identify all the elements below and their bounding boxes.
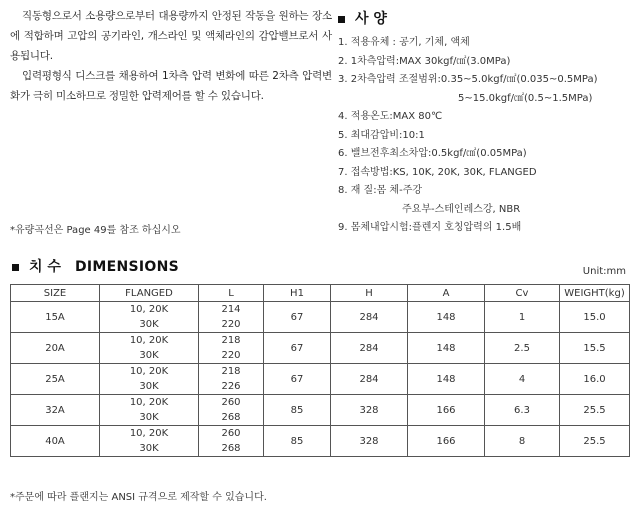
table-cell: 214	[199, 302, 264, 318]
table-row	[11, 395, 630, 411]
table-cell: 4	[485, 364, 560, 395]
spec-line: 7. 접속방법:KS, 10K, 20K, 30K, FLANGED	[338, 166, 537, 178]
table-cell: 260	[199, 426, 264, 442]
table-cell: 226	[199, 379, 264, 395]
flow-curve-note: *유량곡선은 Page 49를 참조 하십시오	[10, 225, 181, 236]
specs-title: 사 양	[355, 11, 387, 27]
spec-line: 2. 1차측압력:MAX 30kgf/㎠(3.0MPa)	[338, 55, 511, 67]
table-cell: 85	[264, 395, 331, 426]
table-cell: 268	[199, 410, 264, 426]
dimensions-table	[10, 284, 630, 457]
table-cell: 284	[331, 302, 408, 333]
table-cell: 218	[199, 364, 264, 380]
spec-line: 1. 적용유체 : 공기, 기체, 액체	[338, 37, 470, 48]
spec-line: 9. 몸체내압시험:플렌지 호칭압력의 1.5배	[338, 222, 522, 233]
spec-line: 5~15.0kgf/㎠(0.5~1.5MPa)	[458, 92, 593, 104]
intro-text	[10, 6, 332, 106]
table-cell: 148	[408, 333, 485, 364]
table-cell: 15A	[11, 302, 100, 333]
table-cell: 166	[408, 426, 485, 457]
table-cell: 30K	[100, 379, 199, 395]
col-weight: WEIGHT(kg)	[560, 285, 630, 302]
spec-line: 8. 재 질:몸 체-주강	[338, 185, 423, 196]
unit-label: Unit:mm	[582, 266, 626, 277]
table-cell: 16.0	[560, 364, 630, 395]
table-cell: 10, 20K	[100, 302, 199, 318]
table-cell: 30K	[100, 410, 199, 426]
table-cell: 30K	[100, 348, 199, 364]
specs-section	[338, 8, 636, 238]
table-cell: 1	[485, 302, 560, 333]
table-cell: 260	[199, 395, 264, 411]
specs-heading	[338, 8, 636, 28]
table-row	[11, 426, 630, 442]
table-cell: 15.5	[560, 333, 630, 364]
dimensions-heading	[12, 256, 179, 276]
table-cell: 30K	[100, 317, 199, 333]
table-cell: 328	[331, 426, 408, 457]
table-cell: 30K	[100, 441, 199, 457]
col-flanged: FLANGED	[100, 285, 199, 302]
table-cell: 10, 20K	[100, 426, 199, 442]
spec-line: 4. 적용온도:MAX 80℃	[338, 111, 443, 122]
table-cell: 25.5	[560, 426, 630, 457]
table-cell: 10, 20K	[100, 333, 199, 349]
dimensions-title: 치 수	[29, 259, 61, 275]
table-cell: 166	[408, 395, 485, 426]
table-cell: 67	[264, 364, 331, 395]
col-cv: Cv	[485, 285, 560, 302]
table-row	[11, 333, 630, 349]
table-cell: 8	[485, 426, 560, 457]
dimensions-title-en: DIMENSIONS	[74, 259, 179, 275]
table-row	[11, 364, 630, 380]
table-cell: 85	[264, 426, 331, 457]
col-a: A	[408, 285, 485, 302]
col-size: SIZE	[11, 285, 100, 302]
table-cell: 15.0	[560, 302, 630, 333]
table-cell: 10, 20K	[100, 364, 199, 380]
table-cell: 220	[199, 317, 264, 333]
col-h: H	[331, 285, 408, 302]
spec-line: 6. 밸브전후최소차압:0.5kgf/㎠(0.05MPa)	[338, 148, 527, 159]
table-cell: 6.3	[485, 395, 560, 426]
ansi-note: *주문에 따라 플랜지는 ANSI 규격으로 제작할 수 있습니다.	[10, 492, 267, 503]
intro-paragraph-2: 입력평형식 디스크를 채용하여 1차측 압력 변화에 따른 2차측 압력변화가 극히 미소하므로 정밀한 압력제어를 할 수 있습니다.	[10, 70, 332, 102]
intro-paragraph-1: 직동형으로서 소용량으로부터 대용량까지 안정된 작동을 원하는 장소에 적합하며 고압의 공기라인, 개스라인 및 액체라인의 감압밸브로서 사용됩니다.	[10, 10, 332, 62]
table-cell: 328	[331, 395, 408, 426]
table-cell: 148	[408, 364, 485, 395]
table-cell: 25.5	[560, 395, 630, 426]
col-h1: H1	[264, 285, 331, 302]
table-cell: 218	[199, 333, 264, 349]
table-cell: 284	[331, 333, 408, 364]
table-cell: 32A	[11, 395, 100, 426]
col-l: L	[199, 285, 264, 302]
table-cell: 148	[408, 302, 485, 333]
table-cell: 10, 20K	[100, 395, 199, 411]
table-row	[11, 302, 630, 318]
table-cell: 40A	[11, 426, 100, 457]
table-cell: 67	[264, 333, 331, 364]
table-cell: 220	[199, 348, 264, 364]
table-cell: 2.5	[485, 333, 560, 364]
table-cell: 268	[199, 441, 264, 457]
spec-line: 3. 2차측압력 조절범위:0.35~5.0kgf/㎠(0.035~0.5MPa)	[338, 74, 598, 85]
spec-line: 5. 최대감압비:10:1	[338, 129, 425, 141]
spec-line: 주요부-스테인레스강, NBR	[402, 203, 521, 215]
square-bullet-icon	[12, 264, 19, 271]
table-cell: 67	[264, 302, 331, 333]
table-header-row	[11, 285, 630, 302]
table-cell: 20A	[11, 333, 100, 364]
table-cell: 284	[331, 364, 408, 395]
table-cell: 25A	[11, 364, 100, 395]
square-bullet-icon	[338, 16, 345, 23]
